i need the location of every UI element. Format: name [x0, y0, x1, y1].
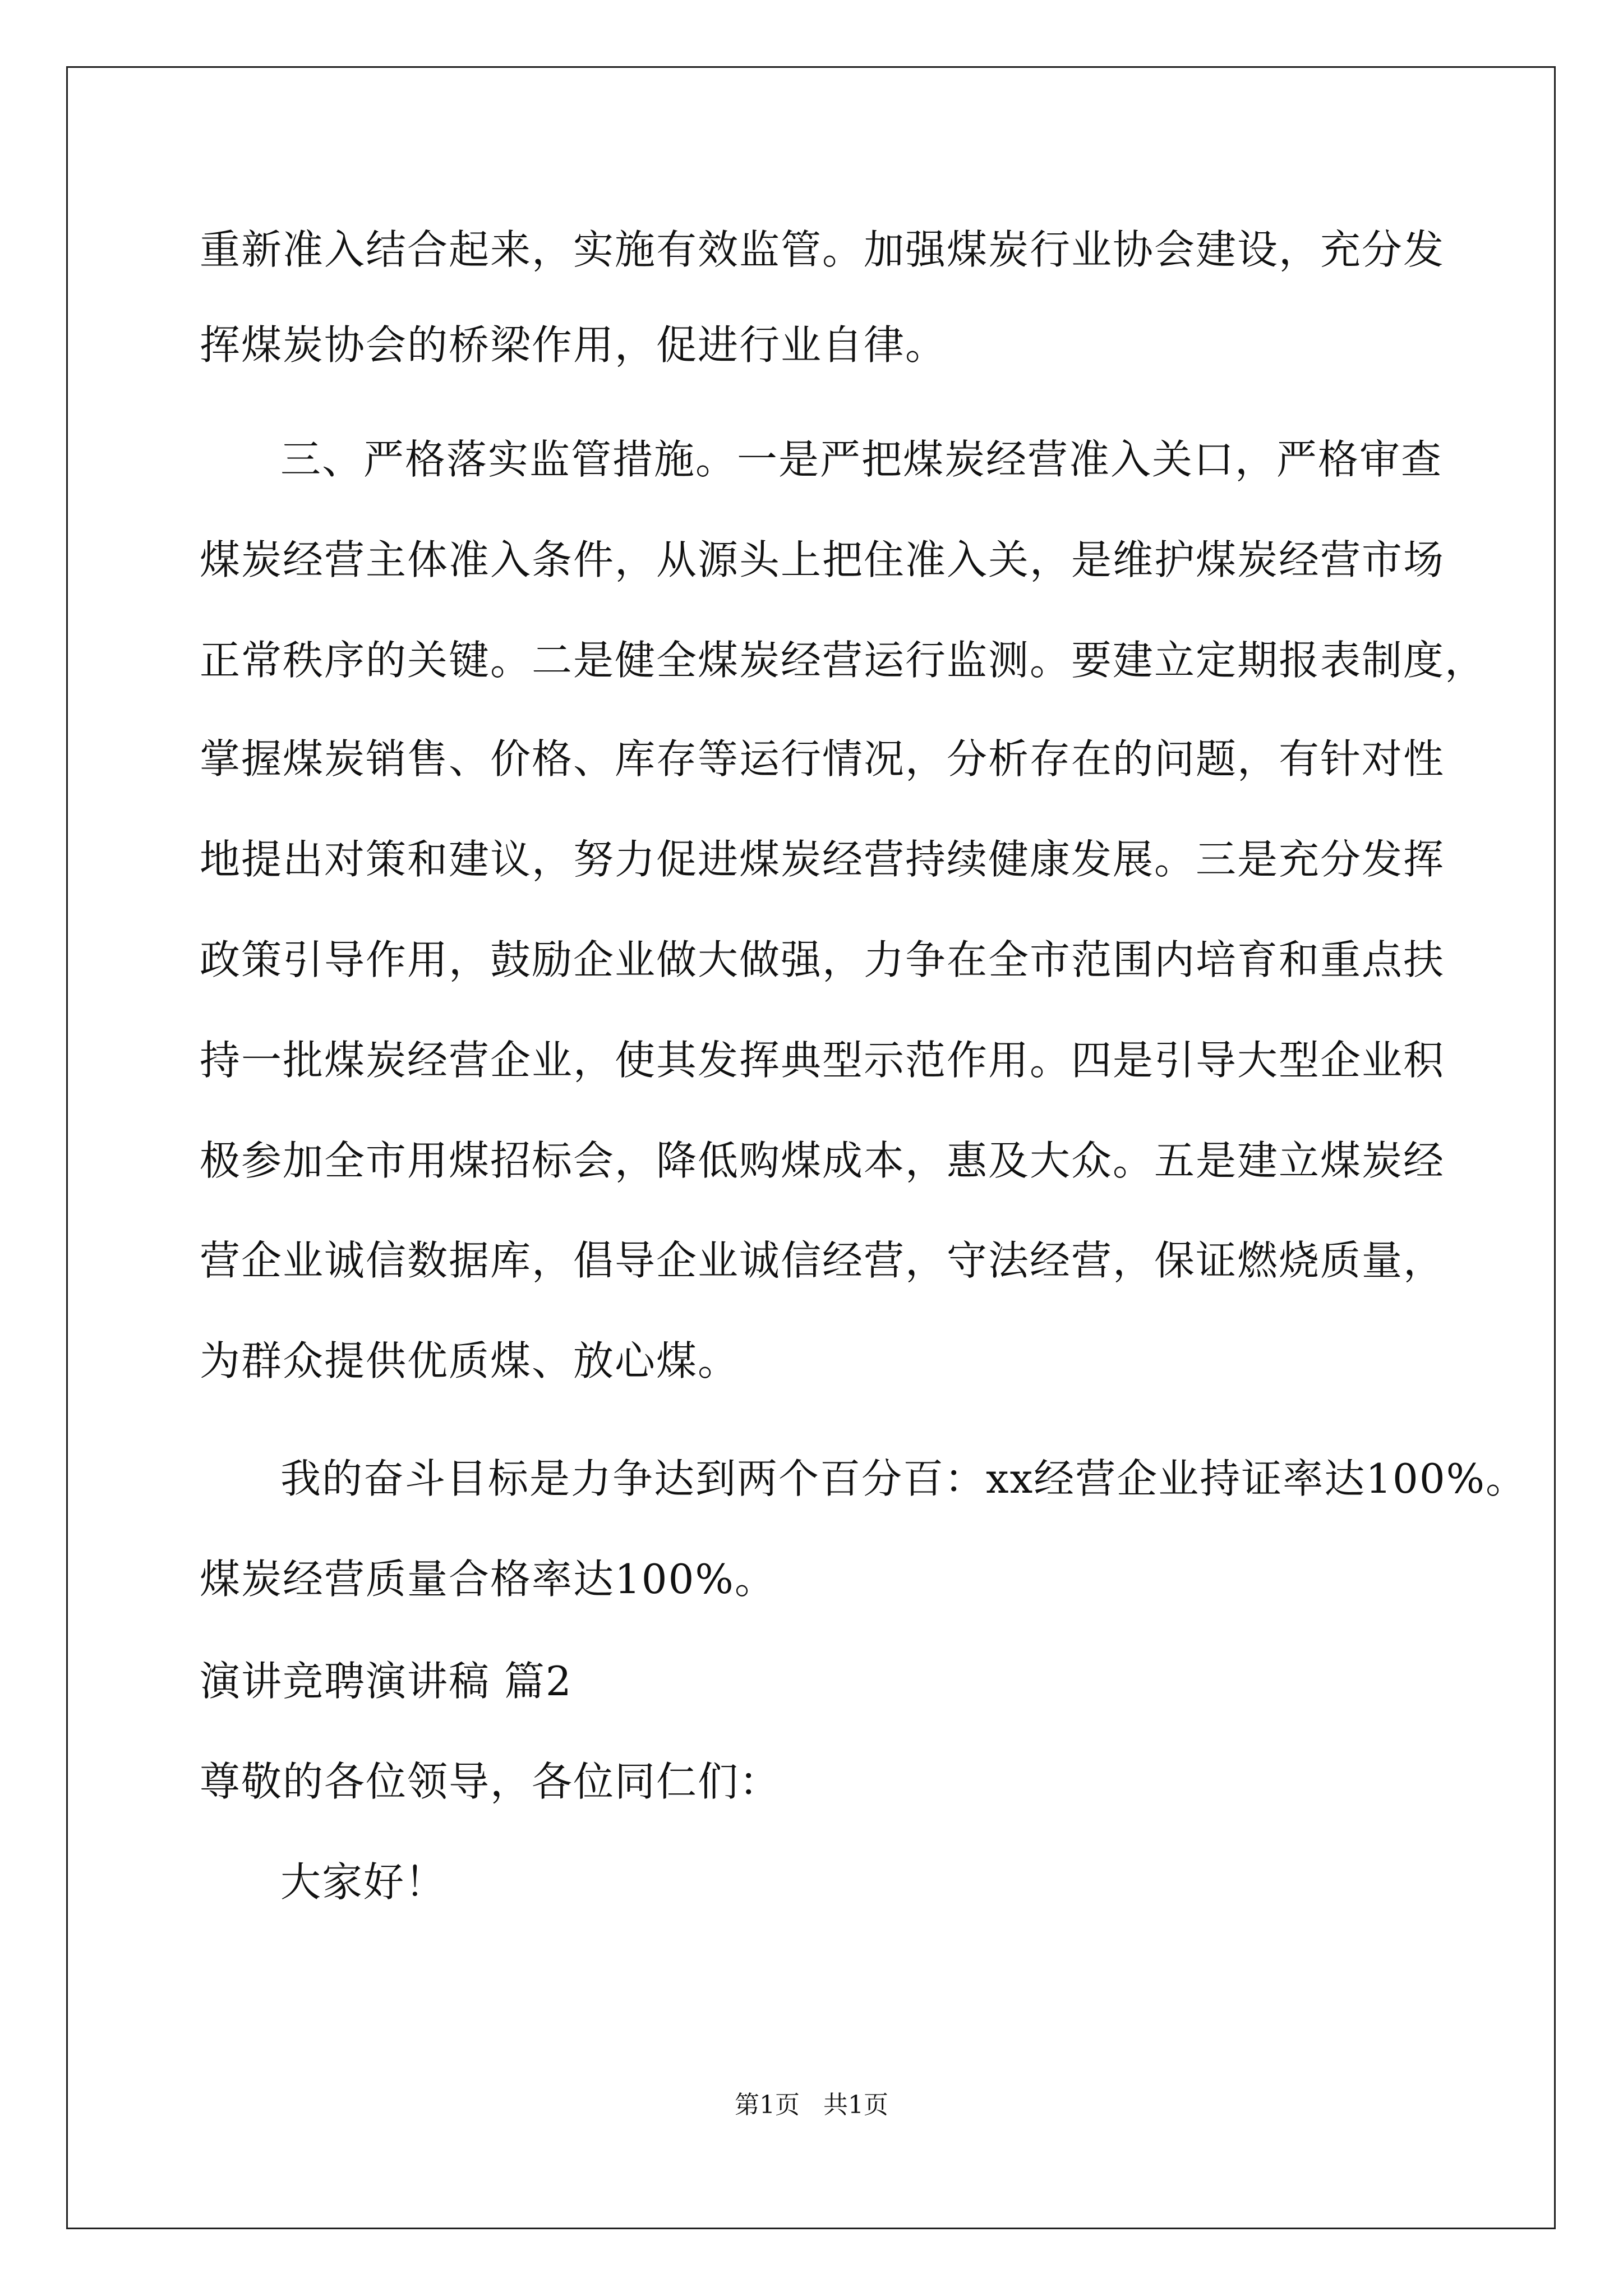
paragraph-2-line-2: 煤炭经营主体准入条件，从源头上把住准入关，是维护煤炭经营市场: [200, 536, 1445, 583]
paragraph-2-line-3: 正常秩序的关键。二是健全煤炭经营运行监测。要建立定期报表制度，: [200, 637, 1487, 684]
paragraph-2-line-6: 政策引导作用，鼓励企业做大做强，力争在全市范围内培育和重点扶: [200, 936, 1445, 983]
paragraph-2-line-4: 掌握煤炭销售、价格、库存等运行情况，分析存在的问题，有针对性: [200, 735, 1445, 783]
paragraph-3-line-1: 我的奋斗目标是力争达到两个百分百：xx经营企业持证率达100%。: [280, 1455, 1528, 1502]
paragraph-2-line-7: 持一批煤炭经营企业，使其发挥典型示范作用。四是引导大型企业积: [200, 1037, 1445, 1084]
paragraph-1-line-2: 挥煤炭协会的桥梁作用，促进行业自律。: [200, 321, 947, 369]
paragraph-2-line-5: 地提出对策和建议，努力促进煤炭经营持续健康发展。三是充分发挥: [200, 836, 1445, 883]
section-title: 演讲竞聘演讲稿 篇2: [200, 1658, 573, 1705]
paragraph-2-line-10: 为群众提供优质煤、放心煤。: [200, 1337, 740, 1384]
paragraph-2-line-9: 营企业诚信数据库，倡导企业诚信经营，守法经营，保证燃烧质量，: [200, 1237, 1445, 1284]
salutation: 尊敬的各位领导，各位同仁们：: [200, 1758, 781, 1805]
paragraph-2-line-1: 三、严格落实监管措施。一是严把煤炭经营准入关口，严格审查: [280, 436, 1443, 483]
paragraph-2-line-8: 极参加全市用煤招标会，降低购煤成本，惠及大众。五是建立煤炭经: [200, 1137, 1445, 1184]
page-footer: 第1页 共1页: [735, 2091, 888, 2119]
paragraph-3-line-2: 煤炭经营质量合格率达100%。: [200, 1556, 776, 1603]
paragraph-1-line-1: 重新准入结合起来，实施有效监管。加强煤炭行业协会建设，充分发: [200, 226, 1445, 273]
greeting: 大家好！: [280, 1858, 447, 1906]
